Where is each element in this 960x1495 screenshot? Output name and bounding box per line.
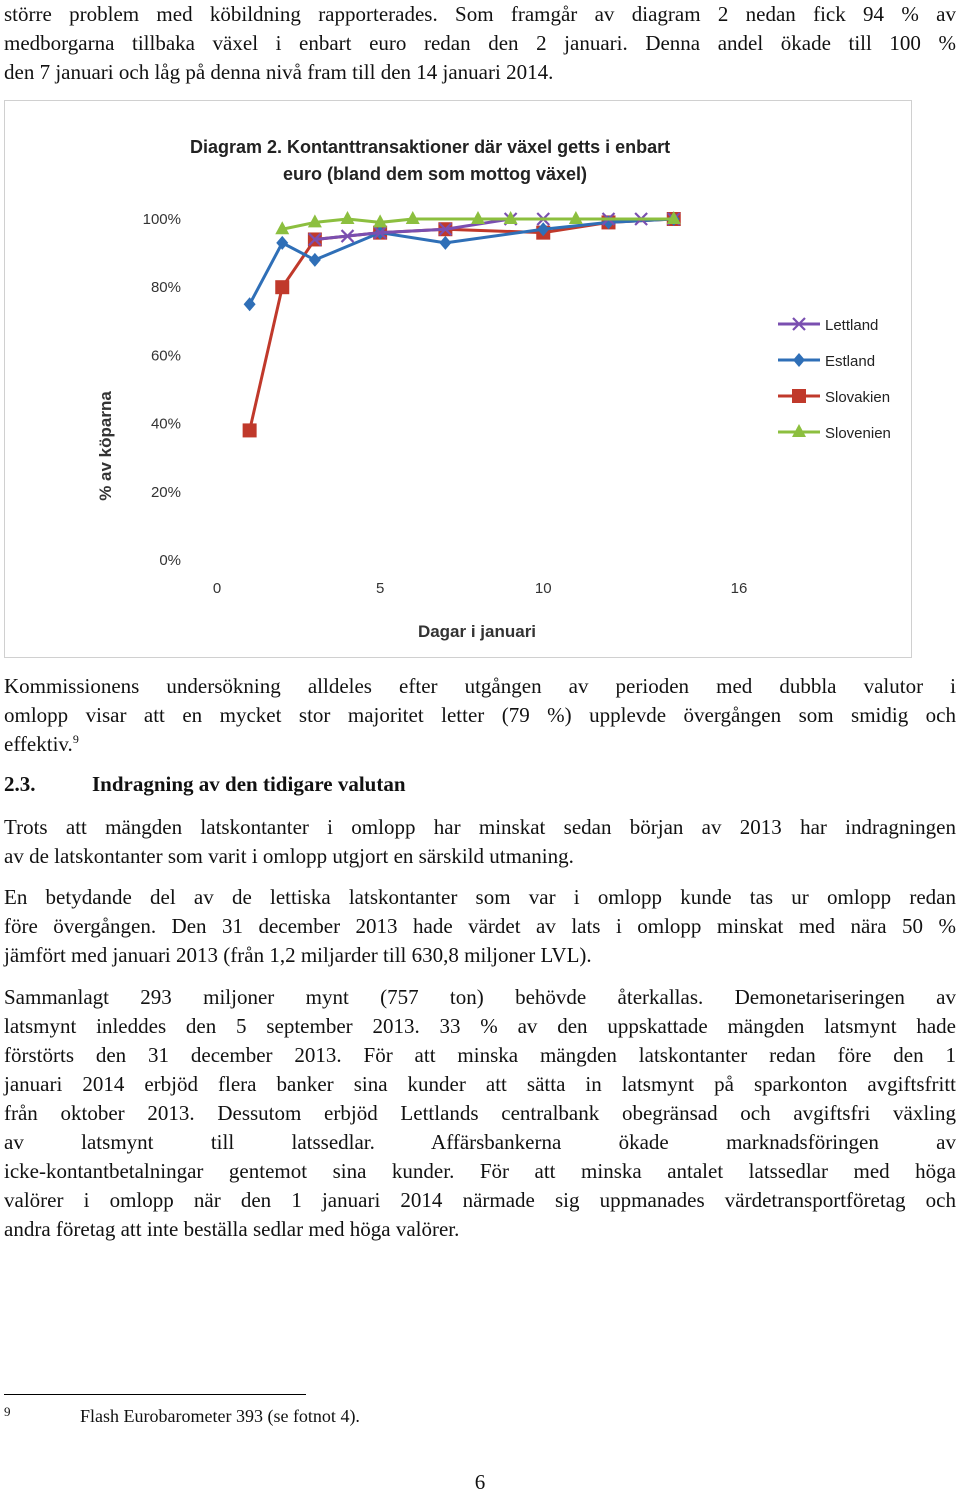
- para4-line-7: icke-kontantbetalningar gentemot sina kunder. För att minska antalet latssedlar med höga: [4, 1159, 956, 1183]
- para1-last-word: effektiv.: [4, 732, 73, 756]
- y-tick-label: 60%: [150, 347, 181, 365]
- diagram-2-chart: [4, 100, 912, 658]
- y-tick-label: 100%: [142, 211, 181, 228]
- para4-line-3: förstörts den 31 december 2013. För att minska mängden latskontanter redan före den 1: [4, 1043, 956, 1067]
- footnote-ref: 9: [72, 732, 79, 746]
- intro-line-2: medborgarna tillbaka växel i enbart euro redan den 2 januari. Denna andel ökade till 100 %: [4, 31, 956, 55]
- x-axis-label: Dagar i januari: [417, 622, 537, 641]
- para4-line-4: januari 2014 erbjöd flera banker sina kunder att sätta in latsmynt på sparkonton avgiftsfritt: [4, 1072, 956, 1096]
- para4-line-8: valörer i omlopp när den 1 januari 2014 närmade sig uppmanades värdetransportföretag och: [4, 1188, 956, 1212]
- legend-item: [778, 389, 890, 406]
- para1-line-2: omlopp visar att en mycket stor majoritet letter (79 %) upplevde övergången som smidig och: [4, 703, 956, 727]
- para2-line-1: Trots att mängden latskontanter i omlopp har minskat sedan början av 2013 har indragningen: [4, 815, 956, 839]
- legend-item: [778, 353, 875, 370]
- footnote-text: Flash Eurobarometer 393 (se fotnot 4).: [80, 1406, 360, 1426]
- legend-marker: [793, 353, 805, 367]
- legend-marker: [792, 389, 806, 403]
- para1-line-3: [4, 730, 79, 759]
- para3-line-3: jämfört med januari 2013 (från 1,2 miljarder till 630,8 miljoner LVL).: [4, 943, 592, 967]
- para4-line-9: andra företag att inte beställa sedlar med höga valörer.: [4, 1217, 460, 1241]
- para1-line-1: Kommissionens undersökning alldeles efter utgången av perioden med dubbla valutor i: [4, 674, 956, 698]
- y-tick-label: 20%: [150, 483, 181, 501]
- y-tick-label: 0%: [159, 552, 181, 569]
- para2-line-2: av de latskontanter som varit i omlopp utgjort en särskild utmaning.: [4, 844, 574, 868]
- intro-line-1: större problem med köbildning rapporterades. Som framgår av diagram 2 nedan fick 94 % av: [4, 2, 956, 26]
- x-tick-label: 10: [534, 580, 552, 597]
- section-title: Indragning av den tidigare valutan: [92, 772, 406, 796]
- data-point: [309, 253, 321, 267]
- para4-line-5: från oktober 2013. Dessutom erbjöd Lettlands centralbank obegränsad och avgiftsfri växling: [4, 1101, 956, 1125]
- data-point: [439, 236, 451, 250]
- legend-label: Slovenien: [825, 425, 891, 442]
- data-point: [275, 280, 289, 294]
- legend-item: [778, 317, 878, 334]
- data-point: [243, 423, 257, 437]
- para4-line-2: latsmynt inleddes den 5 september 2013. 33 % av den uppskattade mängden latsmynt hade: [4, 1014, 956, 1038]
- y-axis-label: % av köparna: [96, 391, 115, 501]
- legend-label: Estland: [825, 353, 876, 370]
- para3-line-2: före övergången. Den 31 december 2013 hade värdet av lats i omlopp minskat med nära 50 %: [4, 914, 956, 938]
- section-number: 2.3.: [4, 772, 36, 796]
- footnote-divider: [4, 1394, 306, 1395]
- x-tick-label: 0: [212, 580, 222, 597]
- series-line: [250, 219, 674, 430]
- section-heading: [4, 770, 406, 799]
- chart-title-line-2: euro (bland dem som mottog växel): [283, 164, 588, 184]
- para4-line-1: Sammanlagt 293 miljoner mynt (757 ton) behövde återkallas. Demonetariseringen av: [4, 985, 956, 1009]
- legend-label: Slovakien: [825, 389, 891, 406]
- chart-title-line-1: Diagram 2. Kontanttransaktioner där växel getts i enbart: [190, 137, 671, 157]
- legend-item: [778, 424, 891, 442]
- y-tick-label: 40%: [150, 415, 181, 433]
- y-tick-label: 80%: [150, 279, 181, 297]
- series-slovakien: [243, 212, 681, 437]
- para4-line-6: av latsmynt till latssedlar. Affärsbankerna ökade marknadsföringen av: [4, 1130, 956, 1154]
- intro-line-3: den 7 januari och låg på denna nivå fram till den 14 januari 2014.: [4, 60, 554, 84]
- x-tick-label: 16: [730, 580, 748, 597]
- page-number: 6: [474, 1470, 486, 1494]
- legend-label: Lettland: [825, 317, 879, 334]
- chart-svg: [5, 101, 911, 657]
- x-tick-label: 5: [375, 580, 385, 597]
- data-point: [341, 211, 355, 224]
- para3-line-1: En betydande del av de lettiska latskontanter som var i omlopp kunde tas ur omlopp redan: [4, 885, 956, 909]
- footnote-mark: 9: [4, 1404, 11, 1419]
